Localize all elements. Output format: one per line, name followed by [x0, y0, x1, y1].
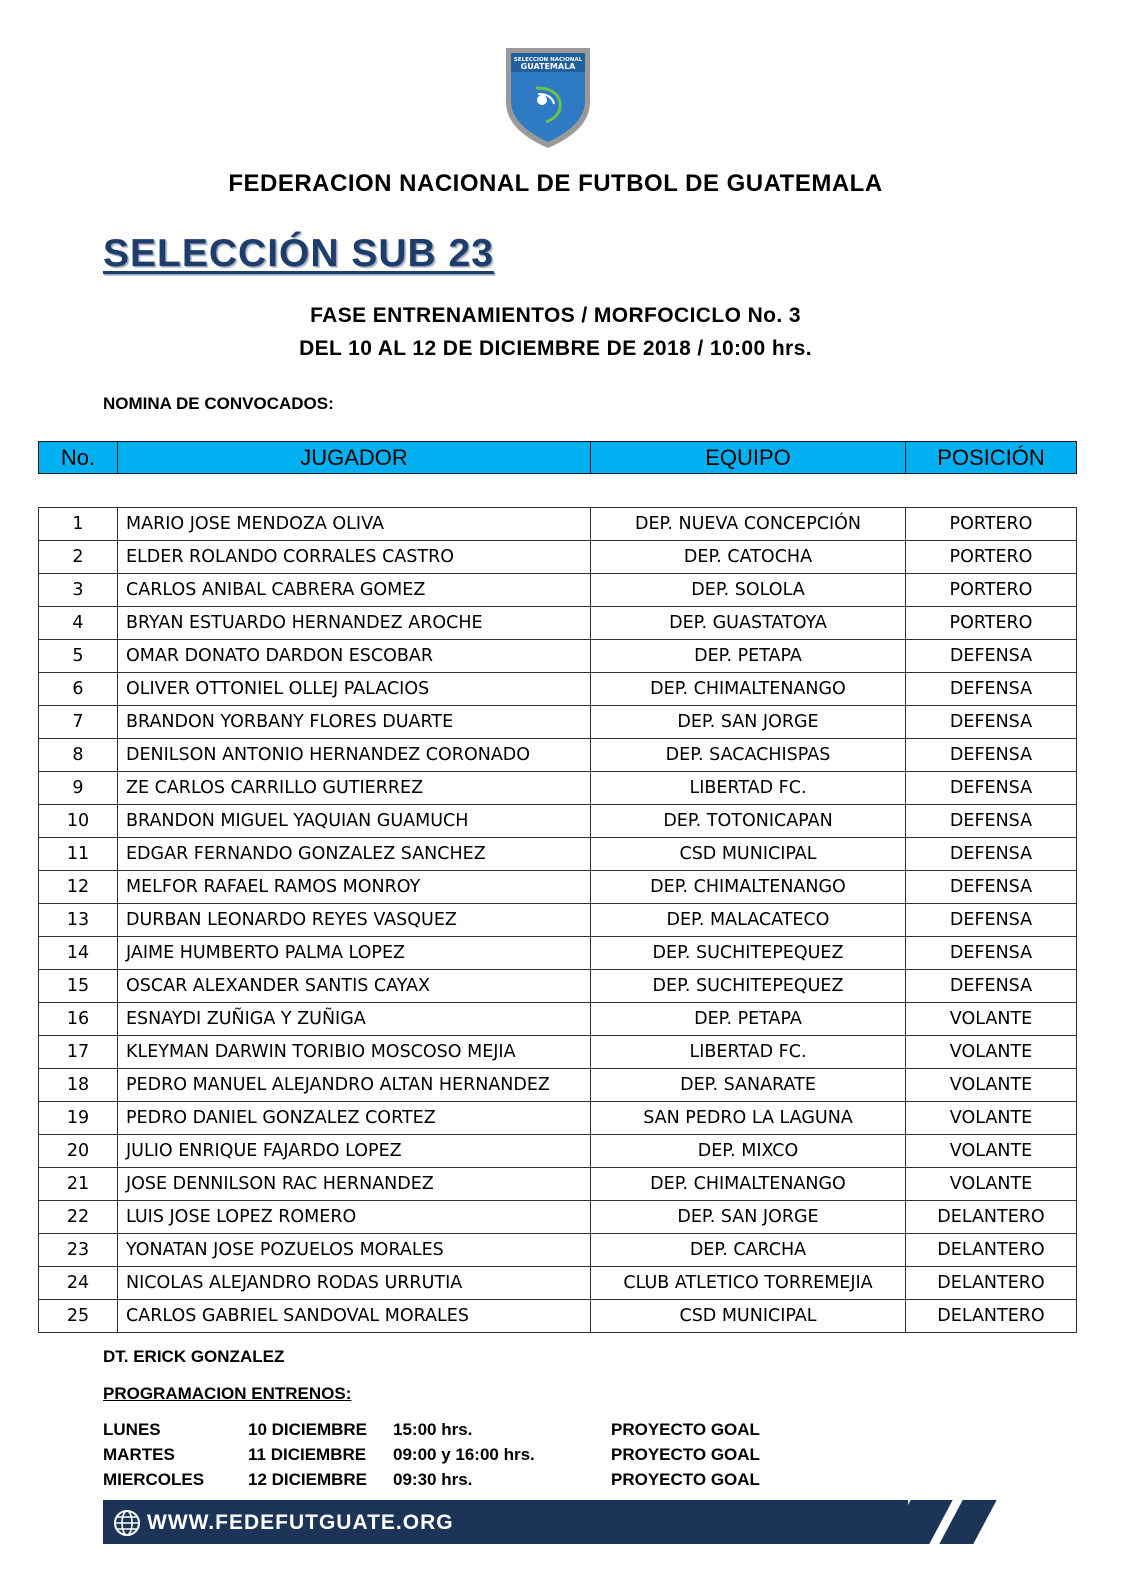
- row-number: 7: [39, 706, 118, 739]
- roster-header-table: [38, 441, 1077, 474]
- player-position: DEFENSA: [906, 838, 1077, 871]
- roster-header-row: [39, 442, 1077, 474]
- player-name: ZE CARLOS CARRILLO GUTIERREZ: [118, 772, 591, 805]
- federation-heading: FEDERACION NACIONAL DE FUTBOL DE GUATEMALA: [228, 170, 883, 197]
- table-row: [39, 772, 1077, 805]
- player-position: PORTERO: [906, 574, 1077, 607]
- table-row: [39, 1168, 1077, 1201]
- footer-website[interactable]: [113, 1509, 454, 1537]
- row-number: 2: [39, 541, 118, 574]
- row-number: 12: [39, 871, 118, 904]
- page-title: SELECCIÓN SUB 23: [103, 232, 494, 275]
- player-name: ELDER ROLANDO CORRALES CASTRO: [118, 541, 591, 574]
- player-name: CARLOS ANIBAL CABRERA GOMEZ: [118, 574, 591, 607]
- training-phase-subtitle: FASE ENTRENAMIENTOS / MORFOCICLO No. 3: [310, 304, 801, 327]
- team-name: DEP. SUCHITEPEQUEZ: [591, 937, 906, 970]
- team-name: DEP. CHIMALTENANGO: [591, 1168, 906, 1201]
- player-position: DEFENSA: [906, 673, 1077, 706]
- team-name: CSD MUNICIPAL: [591, 1300, 906, 1333]
- schedule-time: 09:30 hrs.: [393, 1470, 473, 1489]
- table-row: [39, 673, 1077, 706]
- team-name: DEP. SUCHITEPEQUEZ: [591, 970, 906, 1003]
- team-name: SAN PEDRO LA LAGUNA: [591, 1102, 906, 1135]
- player-position: VOLANTE: [906, 1069, 1077, 1102]
- table-row: [39, 805, 1077, 838]
- roster-table: [38, 507, 1077, 1333]
- schedule-day: MARTES: [103, 1445, 175, 1464]
- player-name: LUIS JOSE LOPEZ ROMERO: [118, 1201, 591, 1234]
- player-position: DEFENSA: [906, 904, 1077, 937]
- player-name: PEDRO DANIEL GONZALEZ CORTEZ: [118, 1102, 591, 1135]
- row-number: 19: [39, 1102, 118, 1135]
- row-number: 22: [39, 1201, 118, 1234]
- coach-name: DT. ERICK GONZALEZ: [103, 1347, 285, 1366]
- player-name: JAIME HUMBERTO PALMA LOPEZ: [118, 937, 591, 970]
- team-name: DEP. GUASTATOYA: [591, 607, 906, 640]
- row-number: 14: [39, 937, 118, 970]
- player-name: MARIO JOSE MENDOZA OLIVA: [118, 508, 591, 541]
- team-name: DEP. NUEVA CONCEPCIÓN: [591, 508, 906, 541]
- header-position: POSICIÓN: [906, 442, 1077, 474]
- schedule-date: 12 DICIEMBRE: [248, 1470, 368, 1489]
- team-name: DEP. MALACATECO: [591, 904, 906, 937]
- table-row: [39, 541, 1077, 574]
- row-number: 24: [39, 1267, 118, 1300]
- player-position: PORTERO: [906, 541, 1077, 574]
- schedule-date: 10 DICIEMBRE: [248, 1420, 368, 1439]
- player-name: BRANDON MIGUEL YAQUIAN GUAMUCH: [118, 805, 591, 838]
- row-number: 23: [39, 1234, 118, 1267]
- header-player: JUGADOR: [118, 442, 591, 474]
- row-number: 25: [39, 1300, 118, 1333]
- player-position: DEFENSA: [906, 640, 1077, 673]
- header-team: EQUIPO: [591, 442, 906, 474]
- row-number: 4: [39, 607, 118, 640]
- player-name: BRYAN ESTUARDO HERNANDEZ AROCHE: [118, 607, 591, 640]
- row-number: 9: [39, 772, 118, 805]
- player-name: DENILSON ANTONIO HERNANDEZ CORONADO: [118, 739, 591, 772]
- website-url[interactable]: WWW.FEDEFUTGUATE.ORG: [147, 1511, 454, 1534]
- row-number: 11: [39, 838, 118, 871]
- player-position: DEFENSA: [906, 805, 1077, 838]
- row-number: 10: [39, 805, 118, 838]
- team-name: DEP. SAN JORGE: [591, 706, 906, 739]
- row-number: 15: [39, 970, 118, 1003]
- player-position: DELANTERO: [906, 1300, 1077, 1333]
- table-row: [39, 904, 1077, 937]
- table-row: [39, 1036, 1077, 1069]
- table-row: [39, 574, 1077, 607]
- player-name: ESNAYDI ZUÑIGA Y ZUÑIGA: [118, 1003, 591, 1036]
- row-number: 5: [39, 640, 118, 673]
- player-position: VOLANTE: [906, 1036, 1077, 1069]
- table-row: [39, 1267, 1077, 1300]
- schedule-day: LUNES: [103, 1420, 161, 1439]
- player-name: EDGAR FERNANDO GONZALEZ SANCHEZ: [118, 838, 591, 871]
- player-name: YONATAN JOSE POZUELOS MORALES: [118, 1234, 591, 1267]
- player-name: DURBAN LEONARDO REYES VASQUEZ: [118, 904, 591, 937]
- schedule-date: 11 DICIEMBRE: [248, 1445, 367, 1464]
- table-row: [39, 1003, 1077, 1036]
- player-name: JOSE DENNILSON RAC HERNANDEZ: [118, 1168, 591, 1201]
- team-name: DEP. MIXCO: [591, 1135, 906, 1168]
- row-number: 17: [39, 1036, 118, 1069]
- player-name: KLEYMAN DARWIN TORIBIO MOSCOSO MEJIA: [118, 1036, 591, 1069]
- player-position: DELANTERO: [906, 1234, 1077, 1267]
- footer-bar: [103, 1500, 995, 1544]
- team-name: DEP. SANARATE: [591, 1069, 906, 1102]
- row-number: 13: [39, 904, 118, 937]
- table-row: [39, 1069, 1077, 1102]
- player-position: VOLANTE: [906, 1003, 1077, 1036]
- player-position: PORTERO: [906, 508, 1077, 541]
- team-name: DEP. PETAPA: [591, 1003, 906, 1036]
- row-number: 16: [39, 1003, 118, 1036]
- player-position: DEFENSA: [906, 739, 1077, 772]
- table-row: [39, 871, 1077, 904]
- team-name: DEP. CARCHA: [591, 1234, 906, 1267]
- table-row: [39, 640, 1077, 673]
- player-name: OMAR DONATO DARDON ESCOBAR: [118, 640, 591, 673]
- player-position: DEFENSA: [906, 937, 1077, 970]
- row-number: 18: [39, 1069, 118, 1102]
- row-number: 20: [39, 1135, 118, 1168]
- row-number: 8: [39, 739, 118, 772]
- table-row: [39, 1201, 1077, 1234]
- player-position: DEFENSA: [906, 772, 1077, 805]
- player-name: BRANDON YORBANY FLORES DUARTE: [118, 706, 591, 739]
- table-row: [39, 508, 1077, 541]
- row-number: 3: [39, 574, 118, 607]
- schedule-place: PROYECTO GOAL: [611, 1420, 760, 1439]
- table-row: [39, 706, 1077, 739]
- team-name: DEP. CHIMALTENANGO: [591, 673, 906, 706]
- player-position: VOLANTE: [906, 1168, 1077, 1201]
- crest-line2: GUATEMALA: [520, 62, 576, 71]
- player-name: JULIO ENRIQUE FAJARDO LOPEZ: [118, 1135, 591, 1168]
- player-name: CARLOS GABRIEL SANDOVAL MORALES: [118, 1300, 591, 1333]
- nomina-label: NOMINA DE CONVOCADOS:: [103, 394, 334, 413]
- dates-subtitle: DEL 10 AL 12 DE DICIEMBRE DE 2018 / 10:00 hrs.: [299, 337, 812, 360]
- player-name: OSCAR ALEXANDER SANTIS CAYAX: [118, 970, 591, 1003]
- player-position: DELANTERO: [906, 1201, 1077, 1234]
- schedule-place: PROYECTO GOAL: [611, 1470, 760, 1489]
- schedule-place: PROYECTO GOAL: [611, 1445, 760, 1464]
- team-name: DEP. PETAPA: [591, 640, 906, 673]
- team-name: LIBERTAD FC.: [591, 772, 906, 805]
- player-position: DEFENSA: [906, 871, 1077, 904]
- player-position: VOLANTE: [906, 1102, 1077, 1135]
- schedule-time: 15:00 hrs.: [393, 1420, 473, 1439]
- table-row: [39, 937, 1077, 970]
- player-position: DELANTERO: [906, 1267, 1077, 1300]
- table-row: [39, 739, 1077, 772]
- table-row: [39, 838, 1077, 871]
- row-number: 21: [39, 1168, 118, 1201]
- player-position: DEFENSA: [906, 970, 1077, 1003]
- team-name: DEP. CHIMALTENANGO: [591, 871, 906, 904]
- crest-line1: SELECCION NACIONAL: [513, 57, 583, 63]
- table-row: [39, 1102, 1077, 1135]
- schedule-time: 09:00 y 16:00 hrs.: [393, 1445, 535, 1464]
- table-row: [39, 1234, 1077, 1267]
- team-name: CLUB ATLETICO TORREMEJIA: [591, 1267, 906, 1300]
- schedule-title: PROGRAMACION ENTRENOS:: [103, 1384, 352, 1403]
- table-row: [39, 1300, 1077, 1333]
- team-name: DEP. TOTONICAPAN: [591, 805, 906, 838]
- player-position: DEFENSA: [906, 706, 1077, 739]
- team-name: DEP. CATOCHA: [591, 541, 906, 574]
- team-name: DEP. SACACHISPAS: [591, 739, 906, 772]
- player-name: PEDRO MANUEL ALEJANDRO ALTAN HERNANDEZ: [118, 1069, 591, 1102]
- player-name: MELFOR RAFAEL RAMOS MONROY: [118, 871, 591, 904]
- table-row: [39, 1135, 1077, 1168]
- player-position: PORTERO: [906, 607, 1077, 640]
- team-name: DEP. SOLOLA: [591, 574, 906, 607]
- globe-icon: [113, 1509, 141, 1537]
- row-number: 6: [39, 673, 118, 706]
- row-number: 1: [39, 508, 118, 541]
- table-row: [39, 970, 1077, 1003]
- team-name: CSD MUNICIPAL: [591, 838, 906, 871]
- table-row: [39, 607, 1077, 640]
- schedule-day: MIERCOLES: [103, 1470, 205, 1489]
- team-name: DEP. SAN JORGE: [591, 1201, 906, 1234]
- player-name: NICOLAS ALEJANDRO RODAS URRUTIA: [118, 1267, 591, 1300]
- federation-crest-logo: [502, 44, 594, 150]
- header-no: No.: [39, 442, 118, 474]
- player-position: VOLANTE: [906, 1135, 1077, 1168]
- team-name: LIBERTAD FC.: [591, 1036, 906, 1069]
- player-name: OLIVER OTTONIEL OLLEJ PALACIOS: [118, 673, 591, 706]
